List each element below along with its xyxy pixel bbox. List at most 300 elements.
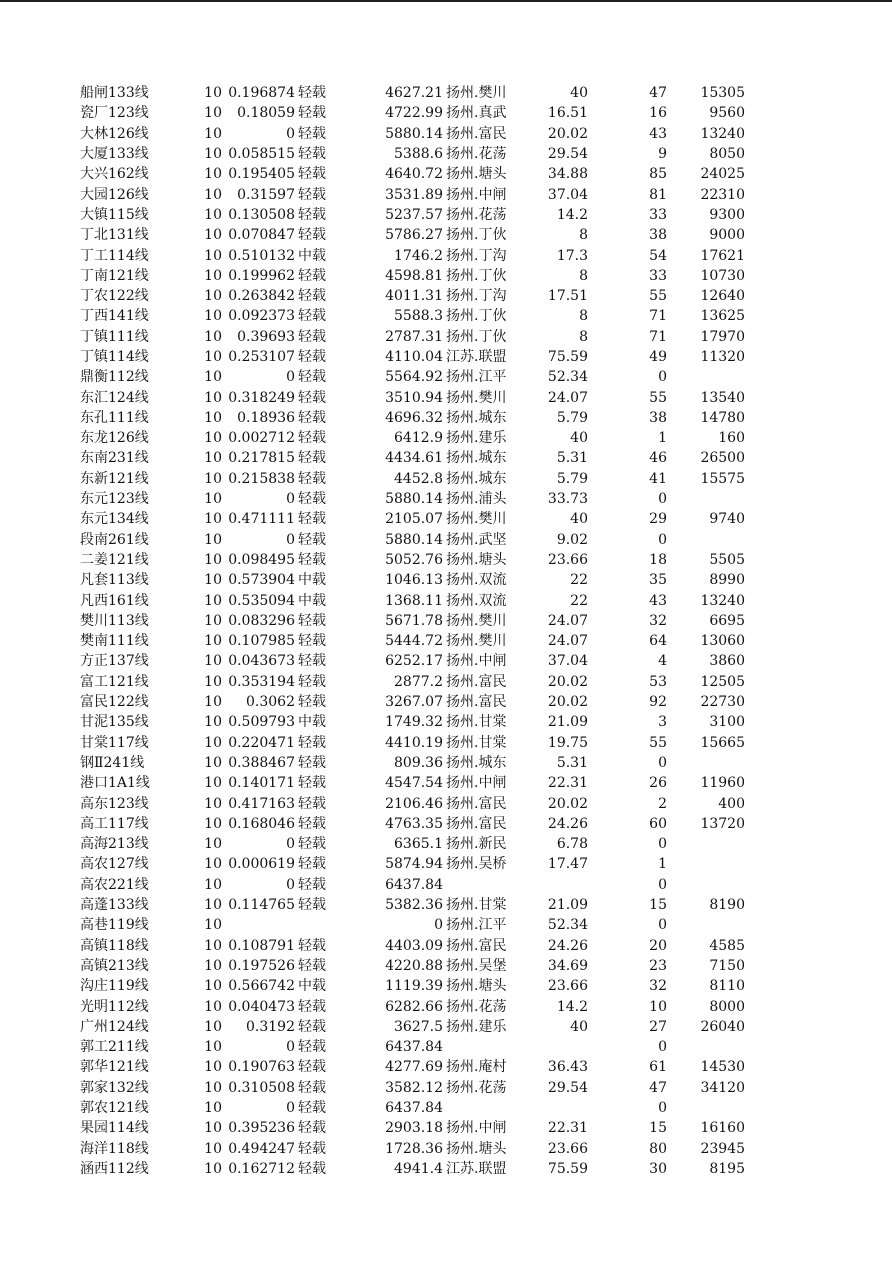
substation-cell: 扬州.城东 <box>446 409 507 426</box>
count-cell: 43 <box>649 592 667 609</box>
substation-cell: 扬州.中闸 <box>446 1120 507 1137</box>
capacity-cell: 8110 <box>709 978 745 995</box>
table-row <box>80 793 745 813</box>
capacity-margin-cell: 6437.84 <box>385 1039 443 1056</box>
line-name-cell: 富工121线 <box>80 673 149 690</box>
load-rate-cell: 0.3062 <box>246 694 295 711</box>
load-rate-cell: 0.573904 <box>228 572 295 589</box>
load-rate-cell <box>222 915 295 935</box>
substation-cell: 扬州.吴堡 <box>446 957 507 974</box>
line-name-cell: 方正137线 <box>80 653 149 670</box>
distance-cell: 19.75 <box>547 734 588 751</box>
load-status-cell: 轻载 <box>298 897 326 914</box>
capacity-cell: 400 <box>718 795 745 812</box>
substation-cell: 扬州.甘棠 <box>446 734 507 751</box>
voltage-cell: 10 <box>204 186 222 203</box>
count-cell: 47 <box>649 85 667 102</box>
capacity-margin-cell: 3510.94 <box>385 389 443 406</box>
voltage-cell: 10 <box>204 1120 222 1137</box>
distance-cell: 17.3 <box>556 247 588 264</box>
count-cell: 0 <box>658 754 667 771</box>
table-row <box>80 570 745 590</box>
line-name-cell: 沟庄119线 <box>80 978 149 995</box>
capacity-cell: 16160 <box>700 1120 745 1137</box>
count-cell: 27 <box>649 1018 667 1035</box>
line-name-cell: 船闸133线 <box>80 85 149 102</box>
capacity-margin-cell: 5671.78 <box>385 612 443 629</box>
table-row <box>80 164 745 184</box>
distance-cell: 24.07 <box>547 633 588 650</box>
line-name-cell: 大兴162线 <box>80 166 149 183</box>
count-cell: 71 <box>649 328 667 345</box>
capacity-margin-cell: 6437.84 <box>385 1099 443 1116</box>
count-cell: 46 <box>649 450 667 467</box>
count-cell: 18 <box>649 551 667 568</box>
table-row <box>80 712 745 732</box>
table-row <box>80 672 745 692</box>
voltage-cell: 10 <box>204 694 222 711</box>
substation-cell: 扬州.丁沟 <box>446 288 507 305</box>
capacity-cell: 11960 <box>700 775 745 792</box>
load-rate-cell: 0.190763 <box>228 1059 295 1076</box>
substation-cell: 扬州.丁伙 <box>446 328 507 345</box>
capacity-margin-cell: 5388.6 <box>394 146 443 163</box>
voltage-cell: 10 <box>204 592 222 609</box>
table-row <box>80 428 745 448</box>
substation-cell: 扬州.双流 <box>446 592 507 609</box>
capacity-margin-cell: 6282.66 <box>385 998 443 1015</box>
distance-cell: 23.66 <box>547 978 588 995</box>
voltage-cell: 10 <box>204 85 222 102</box>
voltage-cell: 10 <box>204 166 222 183</box>
load-status-cell: 轻载 <box>298 653 326 670</box>
distance-cell: 5.31 <box>556 754 588 771</box>
load-status-cell: 轻载 <box>298 734 326 751</box>
load-status-cell: 轻载 <box>298 531 326 548</box>
load-status-cell: 轻载 <box>298 633 326 650</box>
distance-cell: 5.79 <box>556 409 588 426</box>
load-status-cell: 轻载 <box>298 1018 326 1035</box>
capacity-cell: 8990 <box>709 572 745 589</box>
capacity-margin-cell: 1119.39 <box>385 978 443 995</box>
load-status-cell: 轻载 <box>298 146 326 163</box>
load-rate-cell: 0.195405 <box>228 166 295 183</box>
load-rate-cell: 0.196874 <box>228 85 295 102</box>
load-rate-cell: 0.108791 <box>228 937 295 954</box>
load-rate-cell: 0.199962 <box>228 267 295 284</box>
load-status-cell: 轻载 <box>298 369 326 386</box>
load-rate-cell: 0 <box>286 369 295 386</box>
substation-cell <box>443 1098 518 1118</box>
voltage-cell: 10 <box>204 267 222 284</box>
capacity-margin-cell: 4277.69 <box>385 1059 443 1076</box>
voltage-cell: 10 <box>204 775 222 792</box>
voltage-cell: 10 <box>204 795 222 812</box>
capacity-margin-cell: 1728.36 <box>385 1140 443 1157</box>
capacity-margin-cell: 4941.4 <box>394 1160 443 1177</box>
distance-cell: 40 <box>570 1018 588 1035</box>
count-cell: 55 <box>649 288 667 305</box>
capacity-cell: 8195 <box>709 1160 745 1177</box>
capacity-margin-cell: 6412.9 <box>394 430 443 447</box>
voltage-cell: 10 <box>204 856 222 873</box>
line-name-cell: 丁农122线 <box>80 288 149 305</box>
capacity-margin-cell: 1749.32 <box>385 714 443 731</box>
line-name-cell: 东汇124线 <box>80 389 149 406</box>
count-cell: 15 <box>649 1120 667 1137</box>
capacity-margin-cell: 4403.09 <box>385 937 443 954</box>
line-name-cell: 东龙126线 <box>80 430 149 447</box>
table-row <box>80 184 745 204</box>
substation-cell: 扬州.塘头 <box>446 551 507 568</box>
line-name-cell: 东南231线 <box>80 450 149 467</box>
line-name-cell: 钢Ⅱ241线 <box>80 754 145 771</box>
capacity-cell: 17621 <box>700 247 745 264</box>
voltage-cell: 10 <box>204 308 222 325</box>
distance-cell: 40 <box>570 511 588 528</box>
voltage-cell: 10 <box>204 1039 222 1056</box>
distance-cell: 40 <box>570 85 588 102</box>
table-body <box>80 83 745 1179</box>
capacity-cell: 3100 <box>709 714 745 731</box>
capacity-margin-cell: 3531.89 <box>385 186 443 203</box>
count-cell: 0 <box>658 531 667 548</box>
substation-cell: 扬州.樊川 <box>446 511 507 528</box>
substation-cell <box>443 1037 518 1057</box>
distance-cell: 9.02 <box>556 531 588 548</box>
voltage-cell: 10 <box>204 673 222 690</box>
count-cell: 33 <box>649 267 667 284</box>
count-cell: 0 <box>658 876 667 893</box>
voltage-cell: 10 <box>204 612 222 629</box>
line-name-cell: 樊南111线 <box>80 633 149 650</box>
load-status-cell: 轻载 <box>298 775 326 792</box>
capacity-cell: 12505 <box>700 673 745 690</box>
substation-cell: 扬州.建乐 <box>446 1018 507 1035</box>
voltage-cell: 10 <box>204 511 222 528</box>
load-status-cell: 轻载 <box>298 308 326 325</box>
substation-cell: 扬州.真武 <box>446 105 507 122</box>
substation-cell: 扬州.丁伙 <box>446 308 507 325</box>
load-status-cell: 轻载 <box>298 206 326 223</box>
substation-cell: 扬州.富民 <box>446 694 507 711</box>
count-cell: 0 <box>658 1099 667 1116</box>
voltage-cell: 10 <box>204 1099 222 1116</box>
substation-cell: 扬州.塘头 <box>446 978 507 995</box>
load-status-cell: 轻载 <box>298 754 326 771</box>
count-cell: 26 <box>649 775 667 792</box>
table-row <box>80 103 745 123</box>
substation-cell: 扬州.双流 <box>446 572 507 589</box>
substation-cell: 扬州.富民 <box>446 125 507 142</box>
capacity-cell: 160 <box>718 430 745 447</box>
table-row <box>80 1138 745 1158</box>
substation-cell: 扬州.丁伙 <box>446 267 507 284</box>
table-row <box>80 875 745 895</box>
capacity-margin-cell: 5874.94 <box>385 856 443 873</box>
line-name-cell: 郭工211线 <box>80 1039 149 1056</box>
count-cell: 0 <box>658 836 667 853</box>
substation-cell: 扬州.丁沟 <box>446 247 507 264</box>
table-row <box>80 692 745 712</box>
count-cell: 9 <box>658 146 667 163</box>
distance-cell: 24.26 <box>547 937 588 954</box>
line-name-cell: 樊川113线 <box>80 612 149 629</box>
voltage-cell: 10 <box>204 491 222 508</box>
capacity-cell: 14530 <box>700 1059 745 1076</box>
table-row <box>80 286 745 306</box>
distance-cell: 17.47 <box>547 856 588 873</box>
voltage-cell: 10 <box>204 1140 222 1157</box>
voltage-cell: 10 <box>204 1160 222 1177</box>
load-rate-cell: 0.107985 <box>228 633 295 650</box>
table-row <box>80 144 745 164</box>
top-border-line <box>0 0 892 2</box>
load-rate-cell: 0.471111 <box>228 511 295 528</box>
substation-cell: 扬州.吴桥 <box>446 856 507 873</box>
capacity-cell <box>667 753 745 773</box>
line-name-cell: 丁镇111线 <box>80 328 149 345</box>
load-status-cell: 轻载 <box>298 694 326 711</box>
count-cell: 49 <box>649 349 667 365</box>
capacity-cell: 6695 <box>709 612 745 629</box>
voltage-cell: 10 <box>204 206 222 223</box>
distance-cell: 23.66 <box>547 1140 588 1157</box>
voltage-cell: 10 <box>204 105 222 122</box>
table-row <box>80 1098 745 1118</box>
table-row <box>80 245 745 265</box>
load-rate-cell: 0.566742 <box>228 978 295 995</box>
substation-cell: 扬州.樊川 <box>446 389 507 406</box>
load-rate-cell: 0.000619 <box>228 856 295 873</box>
capacity-margin-cell: 4696.32 <box>385 409 443 426</box>
capacity-margin-cell: 1368.11 <box>385 592 443 609</box>
count-cell: 43 <box>649 125 667 142</box>
table-row <box>80 996 745 1016</box>
load-status-cell: 中载 <box>298 592 326 609</box>
count-cell: 0 <box>658 491 667 508</box>
count-cell: 85 <box>649 166 667 183</box>
table-row <box>80 915 745 935</box>
count-cell: 1 <box>658 856 667 873</box>
count-cell: 16 <box>649 105 667 122</box>
voltage-cell: 10 <box>204 389 222 406</box>
line-name-cell: 丁南121线 <box>80 267 149 284</box>
count-cell: 35 <box>649 572 667 589</box>
voltage-cell: 10 <box>204 430 222 447</box>
capacity-margin-cell: 5382.36 <box>385 897 443 914</box>
capacity-margin-cell: 4627.21 <box>385 85 443 102</box>
load-status-cell: 轻载 <box>298 349 326 365</box>
load-rate-cell: 0 <box>286 125 295 142</box>
capacity-margin-cell: 5444.72 <box>385 633 443 650</box>
substation-cell: 扬州.庵村 <box>446 1059 507 1076</box>
load-status-cell: 轻载 <box>298 1079 326 1096</box>
voltage-cell: 10 <box>204 531 222 548</box>
capacity-cell <box>667 367 745 387</box>
count-cell: 33 <box>649 206 667 223</box>
load-rate-cell: 0.098495 <box>228 551 295 568</box>
count-cell: 38 <box>649 227 667 244</box>
distance-cell: 22 <box>570 592 588 609</box>
distance-cell: 33.73 <box>547 491 588 508</box>
load-status-cell: 轻载 <box>298 267 326 284</box>
distance-cell: 52.34 <box>547 917 588 934</box>
distance-cell: 20.02 <box>547 795 588 812</box>
load-rate-cell: 0.31597 <box>237 186 295 203</box>
capacity-cell <box>667 854 745 874</box>
count-cell: 15 <box>649 897 667 914</box>
count-cell: 61 <box>649 1059 667 1076</box>
substation-cell: 扬州.塘头 <box>446 166 507 183</box>
line-name-cell: 凡套113线 <box>80 572 149 589</box>
distance-cell: 37.04 <box>547 186 588 203</box>
capacity-cell: 23945 <box>700 1140 745 1157</box>
line-name-cell: 段南261线 <box>80 531 149 548</box>
substation-cell: 扬州.富民 <box>446 795 507 812</box>
voltage-cell: 10 <box>204 146 222 163</box>
capacity-cell <box>667 489 745 509</box>
capacity-cell: 24025 <box>700 166 745 183</box>
capacity-margin-cell: 5052.76 <box>385 551 443 568</box>
capacity-margin-cell: 4452.8 <box>394 470 443 487</box>
load-rate-cell: 0.162712 <box>228 1160 295 1177</box>
count-cell: 55 <box>649 734 667 751</box>
voltage-cell: 10 <box>204 714 222 731</box>
table-row <box>80 733 745 753</box>
load-status-cell: 轻载 <box>298 227 326 244</box>
load-rate-cell: 0.253107 <box>228 349 295 365</box>
line-name-cell: 大林126线 <box>80 125 149 142</box>
distance-cell: 24.07 <box>547 389 588 406</box>
table-row <box>80 1017 745 1037</box>
count-cell: 3 <box>658 714 667 731</box>
capacity-margin-cell: 6252.17 <box>385 653 443 670</box>
table-row <box>80 83 745 103</box>
line-name-cell: 广州124线 <box>80 1018 149 1035</box>
load-status-cell: 轻载 <box>298 856 326 873</box>
load-status-cell: 轻载 <box>298 1120 326 1137</box>
capacity-margin-cell: 5588.3 <box>394 308 443 325</box>
capacity-margin-cell: 5880.14 <box>385 531 443 548</box>
substation-cell: 扬州.甘棠 <box>446 897 507 914</box>
load-status-cell: 中载 <box>298 714 326 731</box>
capacity-margin-cell: 5880.14 <box>385 491 443 508</box>
voltage-cell: 10 <box>204 125 222 142</box>
voltage-cell: 10 <box>204 836 222 853</box>
distance-cell: 40 <box>570 430 588 447</box>
voltage-cell: 10 <box>204 247 222 264</box>
load-status-cell: 轻载 <box>298 288 326 305</box>
line-name-cell: 鼎衡112线 <box>80 369 149 386</box>
capacity-margin-cell: 3627.5 <box>394 1018 443 1035</box>
capacity-cell: 7150 <box>709 957 745 974</box>
distance-cell: 75.59 <box>547 349 588 365</box>
capacity-cell: 11320 <box>700 349 745 365</box>
load-rate-cell: 0.083296 <box>228 612 295 629</box>
capacity-cell: 12640 <box>700 288 745 305</box>
capacity-cell: 13240 <box>700 592 745 609</box>
distance-cell: 29.54 <box>547 1079 588 1096</box>
table-row <box>80 266 745 286</box>
load-rate-cell: 0.092373 <box>228 308 295 325</box>
capacity-margin-cell: 4110.04 <box>385 349 443 365</box>
voltage-cell: 10 <box>204 369 222 386</box>
table-row <box>80 814 745 834</box>
capacity-cell: 9740 <box>709 511 745 528</box>
load-rate-cell: 0.140171 <box>228 775 295 792</box>
voltage-cell: 10 <box>204 1059 222 1076</box>
line-name-cell: 高镇213线 <box>80 957 149 974</box>
distance-cell: 21.09 <box>547 714 588 731</box>
table-row <box>80 489 745 509</box>
distance-cell: 36.43 <box>547 1059 588 1076</box>
line-name-cell: 郭华121线 <box>80 1059 149 1076</box>
load-status-cell: 轻载 <box>298 166 326 183</box>
line-name-cell: 郭家132线 <box>80 1079 149 1096</box>
distance-cell: 24.26 <box>547 815 588 832</box>
line-name-cell: 丁西141线 <box>80 308 149 325</box>
distance-cell: 8 <box>579 267 588 284</box>
table-row <box>80 550 745 570</box>
distance-cell: 17.51 <box>547 288 588 305</box>
count-cell: 30 <box>649 1160 667 1177</box>
table-row <box>80 956 745 976</box>
capacity-cell: 9000 <box>709 227 745 244</box>
capacity-cell <box>667 834 745 854</box>
voltage-cell: 10 <box>204 551 222 568</box>
capacity-cell: 5505 <box>709 551 745 568</box>
substation-cell: 扬州.武坚 <box>446 531 507 548</box>
feeder-load-table <box>80 83 745 1179</box>
capacity-margin-cell: 5786.27 <box>385 227 443 244</box>
substation-cell: 扬州.浦头 <box>446 491 507 508</box>
capacity-margin-cell: 4598.81 <box>385 267 443 284</box>
voltage-cell: 10 <box>204 653 222 670</box>
table-row <box>80 631 745 651</box>
distance-cell: 52.34 <box>547 369 588 386</box>
voltage-cell: 10 <box>204 998 222 1015</box>
line-name-cell: 高农221线 <box>80 876 149 893</box>
capacity-margin-cell: 6365.1 <box>394 836 443 853</box>
load-status-cell: 轻载 <box>298 836 326 853</box>
load-rate-cell: 0.263842 <box>228 288 295 305</box>
load-status-cell: 轻载 <box>298 957 326 974</box>
voltage-cell: 10 <box>204 937 222 954</box>
substation-cell: 扬州.甘棠 <box>446 714 507 731</box>
distance-cell: 8 <box>579 227 588 244</box>
distance-cell: 20.02 <box>547 673 588 690</box>
load-status-cell: 轻载 <box>298 186 326 203</box>
load-status-cell: 轻载 <box>298 1039 326 1056</box>
capacity-cell: 10730 <box>700 267 745 284</box>
table-row <box>80 1078 745 1098</box>
distance-cell: 21.09 <box>547 897 588 914</box>
substation-cell: 扬州.江平 <box>446 917 507 934</box>
load-status-cell: 轻载 <box>298 998 326 1015</box>
capacity-cell: 13720 <box>700 815 745 832</box>
table-row <box>80 1159 745 1179</box>
load-status-cell: 轻载 <box>298 1099 326 1116</box>
substation-cell: 扬州.富民 <box>446 815 507 832</box>
load-rate-cell: 0.002712 <box>228 430 295 447</box>
load-rate-cell: 0.510132 <box>228 247 295 264</box>
substation-cell: 扬州.花荡 <box>446 998 507 1015</box>
load-rate-cell: 0.220471 <box>228 734 295 751</box>
table-row <box>80 895 745 915</box>
count-cell: 4 <box>658 653 667 670</box>
voltage-cell: 10 <box>204 876 222 893</box>
